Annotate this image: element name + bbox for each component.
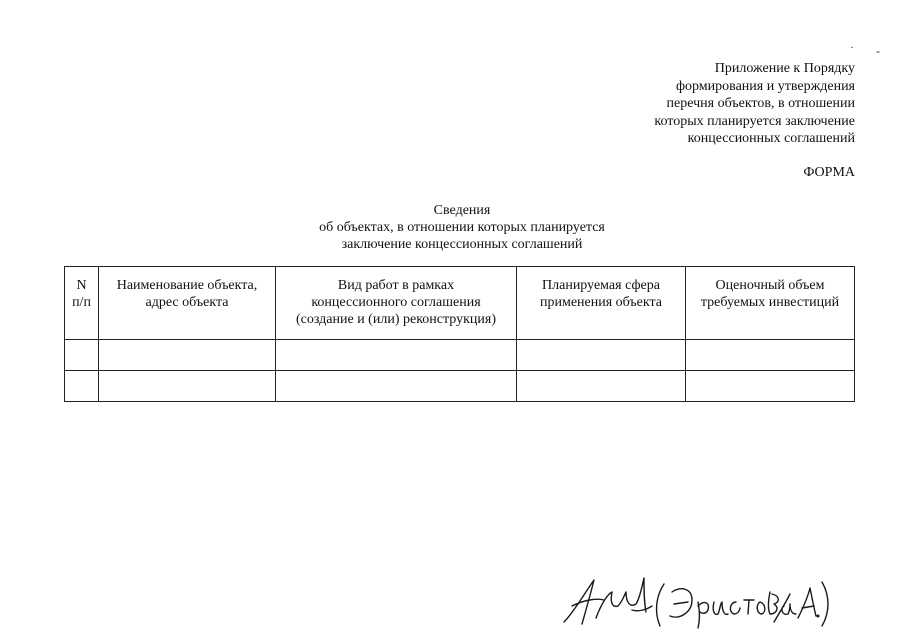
table-cell bbox=[517, 340, 686, 371]
header-line: адрес объекта bbox=[145, 295, 229, 310]
header-line: применения объекта bbox=[539, 295, 663, 310]
table-header-row bbox=[65, 267, 855, 340]
header-investment bbox=[686, 267, 855, 340]
form-label: ФОРМА bbox=[803, 165, 855, 180]
handwritten-signature bbox=[560, 572, 830, 636]
scan-dot: - bbox=[876, 44, 880, 58]
table-cell bbox=[99, 340, 276, 371]
table-cell bbox=[686, 340, 855, 371]
header-line: Планируемая сфера bbox=[542, 278, 660, 293]
table-cell bbox=[517, 371, 686, 402]
table-row bbox=[65, 371, 855, 402]
appendix-line: Приложение к Порядку bbox=[714, 61, 855, 76]
table-cell bbox=[276, 340, 517, 371]
appendix-line: концессионных соглашений bbox=[687, 131, 855, 146]
header-line: Вид работ в рамках bbox=[337, 278, 455, 293]
header-line: N bbox=[76, 278, 87, 293]
table-cell bbox=[276, 371, 517, 402]
table-cell bbox=[65, 340, 99, 371]
header-application-sphere bbox=[517, 267, 686, 340]
appendix-line: перечня объектов, в отношении bbox=[666, 96, 855, 111]
header-line: концессионного соглашения bbox=[311, 295, 481, 310]
header-line: требуемых инвестиций bbox=[700, 295, 840, 310]
table-cell bbox=[99, 371, 276, 402]
header-work-type bbox=[276, 267, 517, 340]
table-cell bbox=[65, 371, 99, 402]
title-line: заключение концессионных соглашений bbox=[341, 237, 583, 252]
document-title bbox=[262, 202, 662, 253]
header-line: Оценочный объем bbox=[715, 278, 825, 293]
title-line: Сведения bbox=[433, 203, 491, 218]
objects-table bbox=[64, 266, 855, 402]
header-line: Наименование объекта, bbox=[116, 278, 258, 293]
table-row bbox=[65, 340, 855, 371]
table-cell bbox=[686, 371, 855, 402]
header-line: (создание и (или) реконструкция) bbox=[296, 312, 496, 327]
title-line: об объектах, в отношении которых планируется bbox=[319, 220, 605, 235]
appendix-line: которых планируется заключение bbox=[654, 113, 855, 129]
scan-dot: · bbox=[850, 40, 854, 54]
header-line: п/п bbox=[72, 295, 91, 310]
header-object-name bbox=[99, 267, 276, 340]
appendix-line: формирования и утверждения bbox=[675, 78, 855, 94]
appendix-block bbox=[654, 60, 855, 148]
header-number bbox=[65, 267, 99, 340]
